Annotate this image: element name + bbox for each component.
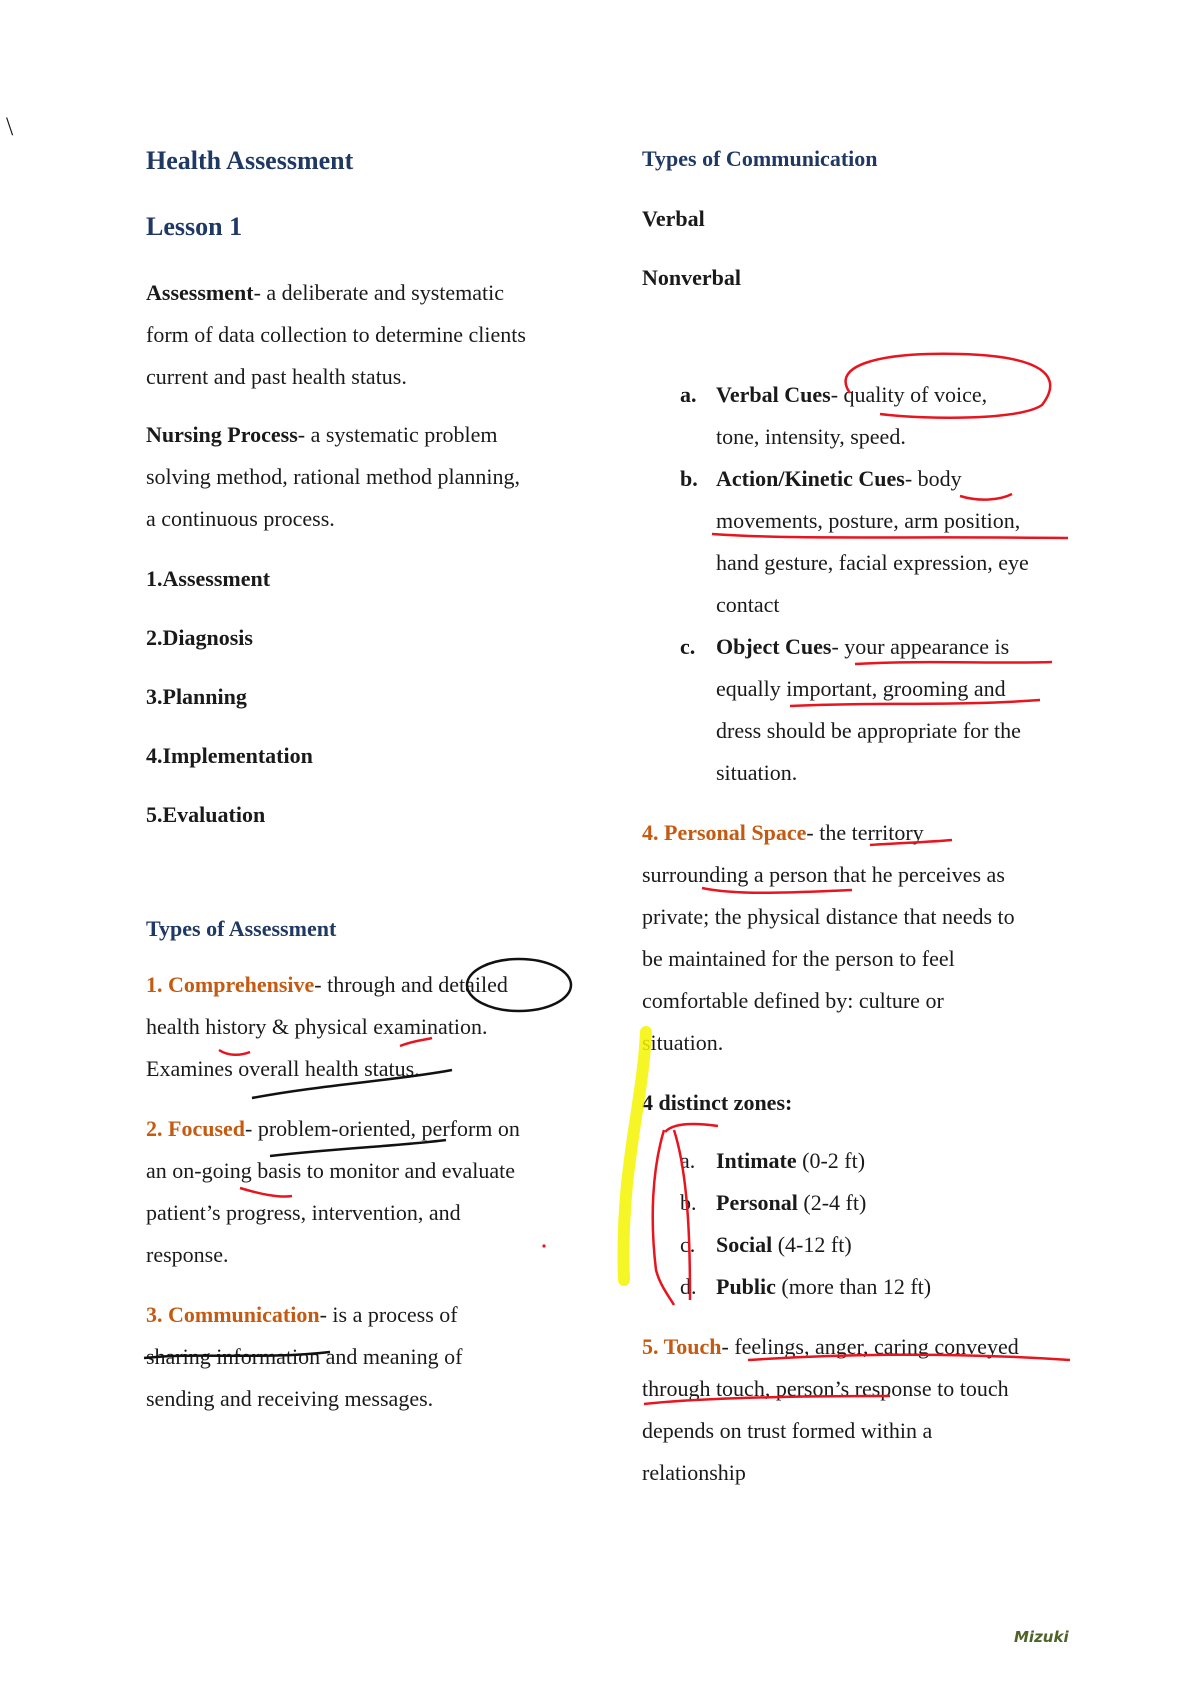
footer-signature: Mizuki xyxy=(1014,1628,1069,1646)
comprehensive-term: 1. Comprehensive xyxy=(146,972,315,997)
verbal-cues-item xyxy=(680,374,987,458)
communication-definition xyxy=(146,1294,462,1420)
step-item: 1.Assessment xyxy=(146,566,271,591)
text-line: depends on trust formed within a xyxy=(642,1418,933,1443)
object-cues-term: Object Cues xyxy=(716,634,832,659)
highlighter-stroke xyxy=(624,1032,646,1280)
text-line: - through and detailed xyxy=(314,972,508,997)
action-kinetic-cues-term: Action/Kinetic Cues xyxy=(716,466,905,491)
text-line: sharing information and meaning of xyxy=(146,1344,463,1369)
object-cues-item xyxy=(680,626,1021,794)
text-line: situation. xyxy=(716,760,798,785)
zones-list xyxy=(680,1140,931,1308)
text-line: - is a process of xyxy=(319,1302,458,1327)
zone-name: Public xyxy=(716,1274,776,1299)
text-line: solving method, rational method planning, xyxy=(146,464,520,489)
page-title: Health Assessment xyxy=(146,146,354,175)
text-line: dress should be appropriate for the xyxy=(716,718,1021,743)
touch-term: 5. Touch xyxy=(642,1334,722,1359)
text-line: hand gesture, facial expression, eye xyxy=(716,550,1029,575)
text-line: - problem-oriented, perform on xyxy=(245,1116,520,1141)
action-kinetic-cues-item xyxy=(680,458,1029,626)
list-letter: c. xyxy=(680,634,696,659)
nursing-process-definition xyxy=(146,414,520,540)
text-line: contact xyxy=(716,592,780,617)
types-of-assessment-heading: Types of Assessment xyxy=(146,916,337,941)
personal-space-term: 4. Personal Space xyxy=(642,820,807,845)
zone-item xyxy=(680,1224,931,1266)
touch-definition xyxy=(642,1326,1019,1494)
text-line: sending and receiving messages. xyxy=(146,1386,434,1411)
text-line: current and past health status. xyxy=(146,364,407,389)
list-letter: b. xyxy=(680,1190,697,1215)
text-line: - a deliberate and systematic xyxy=(253,280,505,305)
text-line: - feelings, anger, caring conveyed xyxy=(721,1334,1019,1359)
types-of-communication-heading: Types of Communication xyxy=(642,146,878,171)
verbal-cues-term: Verbal Cues xyxy=(716,382,831,407)
text-line: - a systematic problem xyxy=(297,422,498,447)
communication-term: 3. Communication xyxy=(146,1302,320,1327)
zone-name: Personal xyxy=(716,1190,798,1215)
distinct-zones-heading: 4 distinct zones: xyxy=(642,1090,793,1115)
text-line: response. xyxy=(146,1242,229,1267)
text-line: - quality of voice, xyxy=(830,382,988,407)
step-item: 5.Evaluation xyxy=(146,802,266,827)
assessment-term: Assessment xyxy=(146,280,254,305)
zone-item xyxy=(680,1140,931,1182)
verbal-label: Verbal xyxy=(642,206,705,231)
list-letter: a. xyxy=(680,382,697,407)
text-line: situation. xyxy=(642,1030,724,1055)
text-line: patient’s progress, intervention, and xyxy=(146,1200,461,1225)
red-dot-mark xyxy=(542,1244,545,1247)
zone-name: Intimate xyxy=(716,1148,797,1173)
text-line: - your appearance is xyxy=(831,634,1010,659)
personal-space-definition xyxy=(642,812,1015,1064)
text-line: comfortable defined by: culture or xyxy=(642,988,944,1013)
assessment-definition xyxy=(146,272,526,398)
text-line: equally important, grooming and xyxy=(716,676,1006,701)
zone-item xyxy=(680,1182,931,1224)
zone-item xyxy=(680,1266,931,1308)
list-letter: c. xyxy=(680,1232,696,1257)
list-letter: b. xyxy=(680,466,698,491)
zone-range: (0-2 ft) xyxy=(796,1148,866,1173)
step-item: 2.Diagnosis xyxy=(146,625,253,650)
list-letter: d. xyxy=(680,1274,697,1299)
text-line: surrounding a person that he perceives as xyxy=(642,862,1005,887)
nonverbal-label: Nonverbal xyxy=(642,265,741,290)
comprehensive-definition xyxy=(146,964,508,1090)
list-letter: a. xyxy=(680,1148,696,1173)
red-bracket-mark xyxy=(653,1130,674,1305)
text-line: private; the physical distance that needs to xyxy=(642,904,1015,929)
step-item: 4.Implementation xyxy=(146,743,313,768)
text-line: be maintained for the person to feel xyxy=(642,946,955,971)
text-line: an on-going basis to monitor and evaluate xyxy=(146,1158,516,1183)
zone-range: (4-12 ft) xyxy=(772,1232,852,1257)
focused-definition xyxy=(146,1108,520,1276)
zone-range: (2-4 ft) xyxy=(797,1190,867,1215)
zone-range: (more than 12 ft) xyxy=(775,1274,932,1299)
lesson-heading: Lesson 1 xyxy=(146,212,243,241)
red-bracket-mark xyxy=(665,1124,718,1132)
text-line: through touch, person’s response to touch xyxy=(642,1376,1009,1401)
text-line: movements, posture, arm position, xyxy=(716,508,1021,533)
text-line: - the territory xyxy=(806,820,924,845)
text-line: health history & physical examination. xyxy=(146,1014,488,1039)
text-line: a continuous process. xyxy=(146,506,335,531)
stray-mark: \ xyxy=(6,112,14,141)
step-item: 3.Planning xyxy=(146,684,247,709)
text-line: form of data collection to determine clients xyxy=(146,322,526,347)
zone-name: Social xyxy=(716,1232,773,1257)
text-line: Examines overall health status. xyxy=(146,1056,420,1081)
text-line: relationship xyxy=(642,1460,746,1485)
focused-term: 2. Focused xyxy=(146,1116,245,1141)
text-line: tone, intensity, speed. xyxy=(716,424,906,449)
nursing-process-term: Nursing Process xyxy=(146,422,298,447)
text-line: - body xyxy=(904,466,962,491)
